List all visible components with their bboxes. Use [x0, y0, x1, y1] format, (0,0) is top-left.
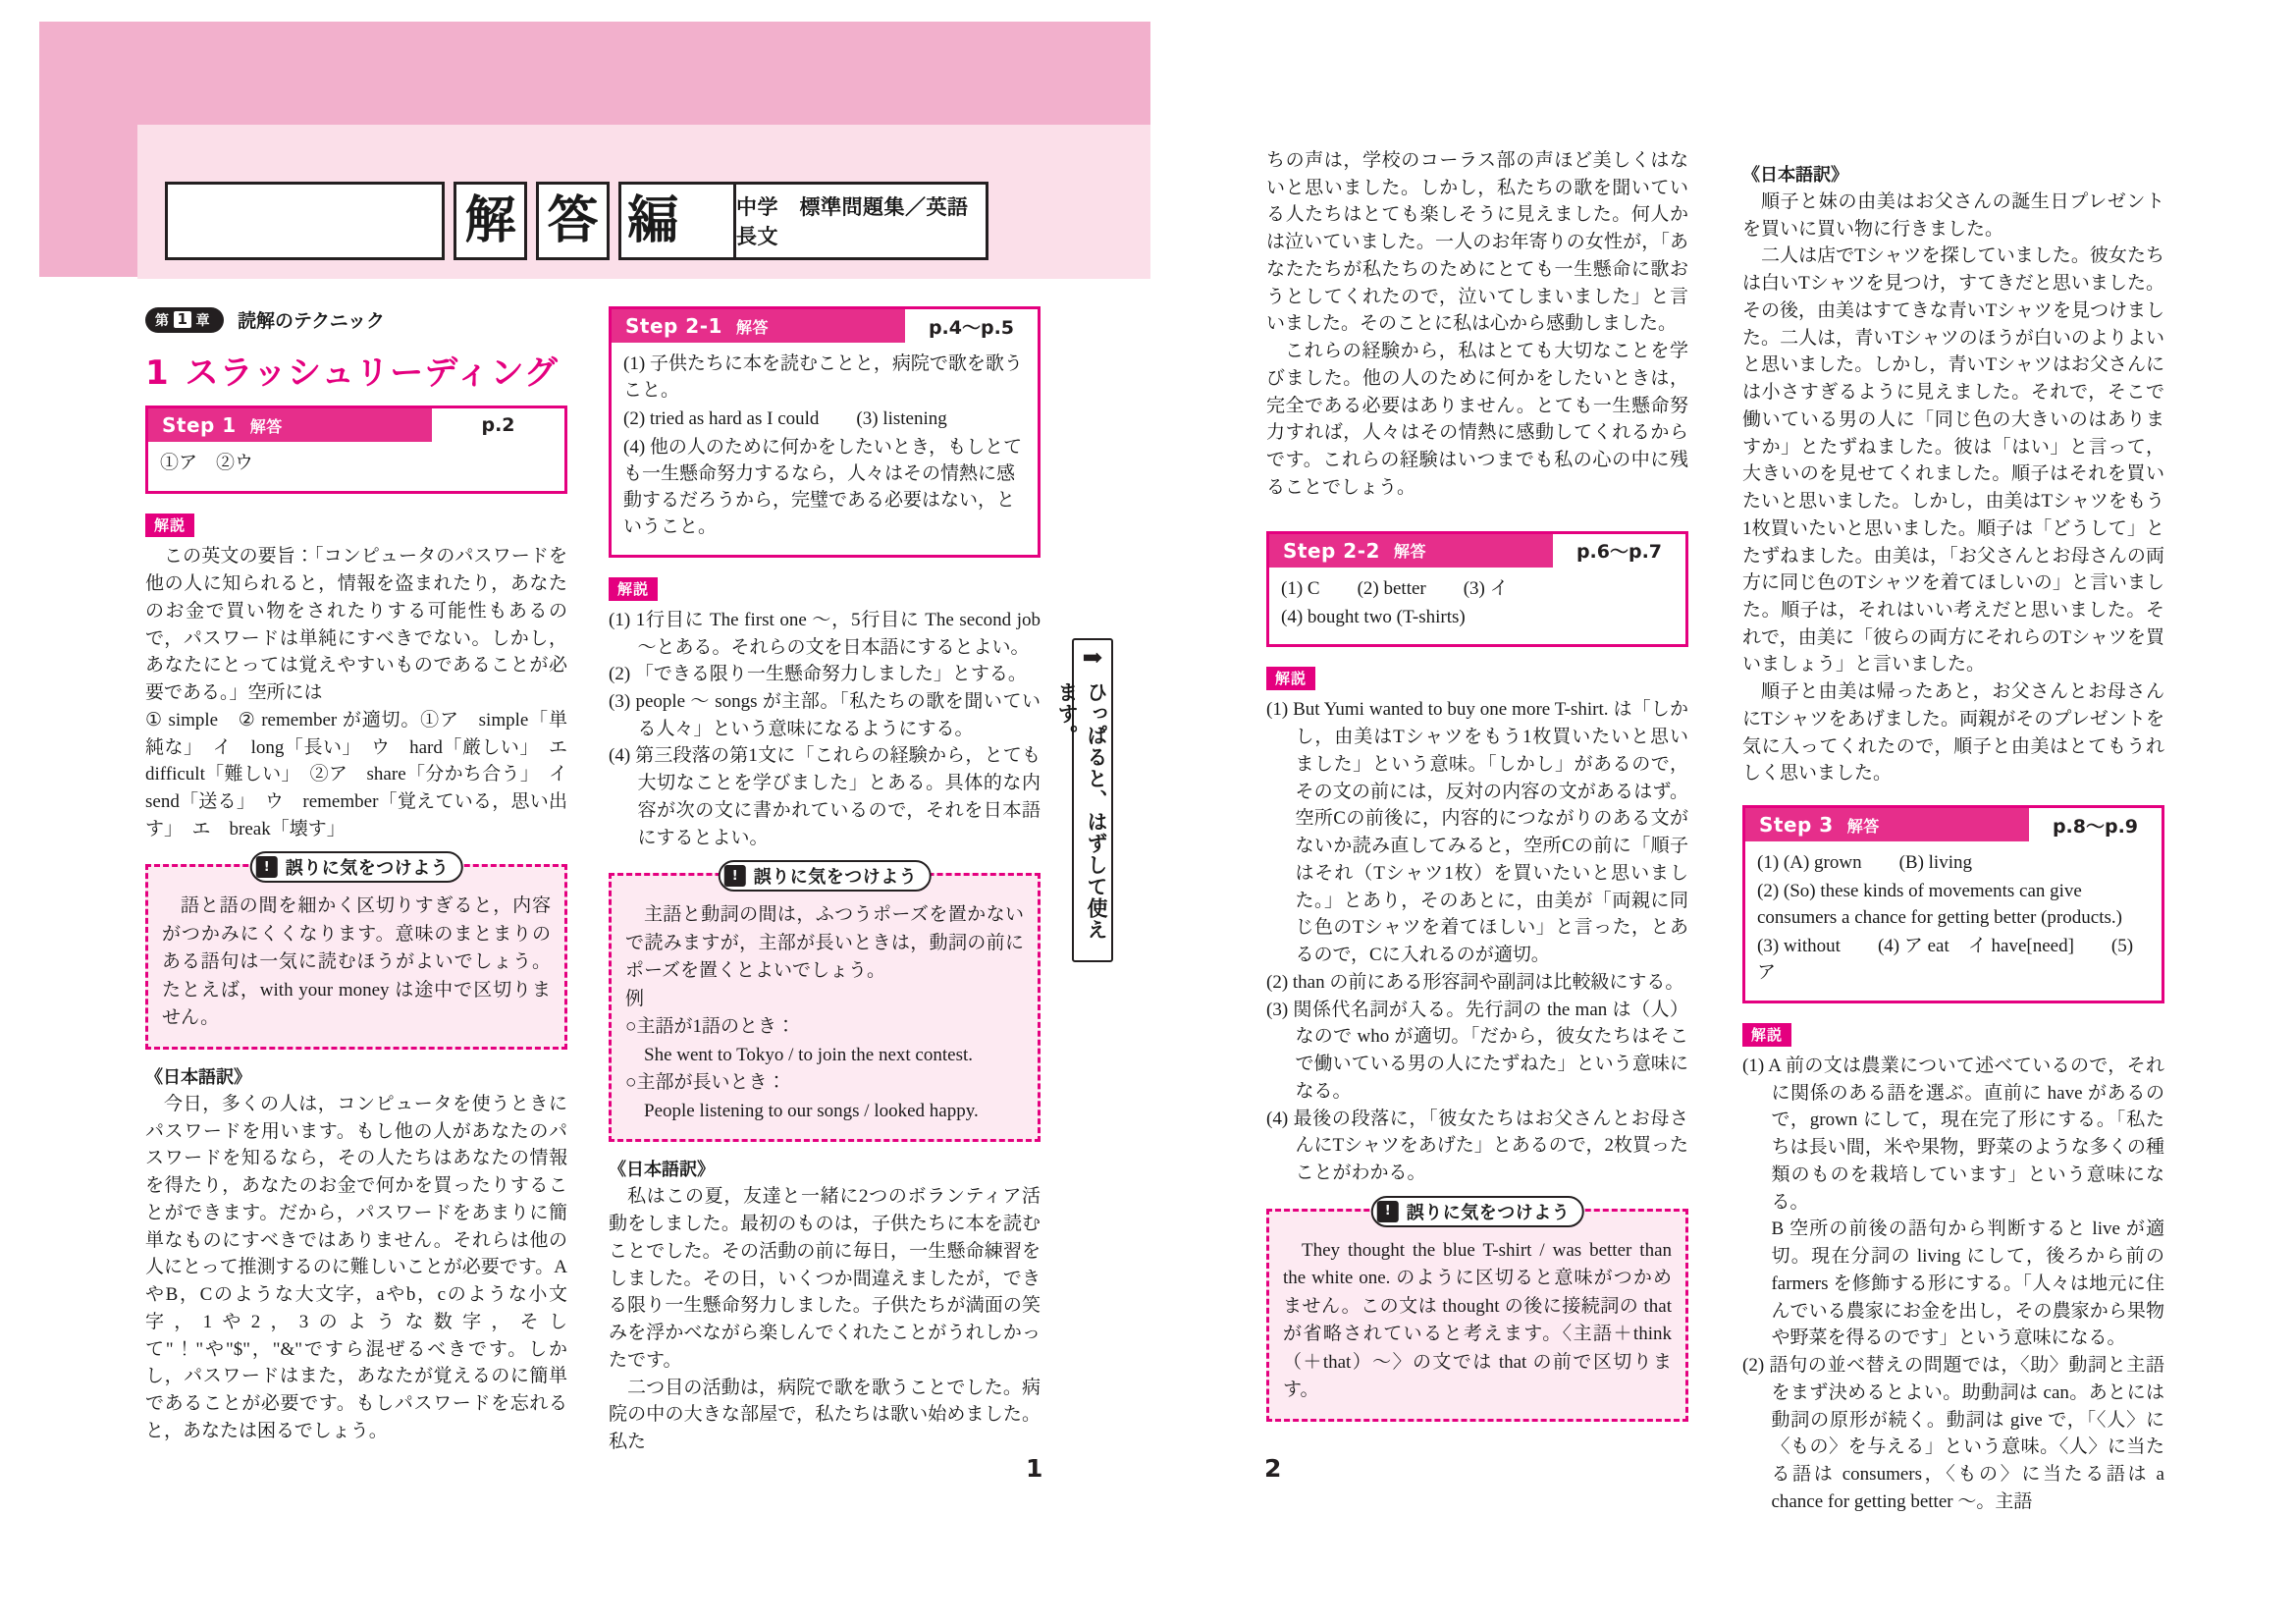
kaisetsu-body-col1	[145, 543, 587, 842]
kaisetsu-item: (4) 最後の段落に，「彼女たちはお父さんとお母さんにTシャツをあげた」とあるので，2枚買ったことがわかる。	[1266, 1108, 1688, 1183]
caution-box-col1	[145, 858, 567, 1050]
kaisetsu-paragraph: ① simple ② remember が適切。①ア simple「単純な」 イ long「長い」 ウ hard「厳しい」 エ difficult「難しい」 ②ア share「分かち合う」 イ send「送る」 ウ remember「覚えている，思い出す」 エ break「壊す」	[145, 709, 587, 839]
answer-box-step1	[145, 406, 567, 494]
caution-body	[625, 901, 1024, 1125]
jp-translation-heading: 《日本語訳》	[1742, 165, 1848, 186]
jp-translation-body-col1	[145, 1091, 567, 1445]
answer-line: (2) tried as hard as I could (3) listening	[623, 407, 947, 429]
column-4	[1742, 147, 2164, 1515]
answer-line: (3) without (4) ア eat イ have[need] (5) ア	[1757, 936, 2134, 984]
jp-paragraph: 私はこの夏，友達と一緒に2つのボランティア活動をしました。最初のものは，子供たちに本を読むことでした。その活動の前に毎日，一生懸命練習をしました。その日，いくつか間違えましたが，できる限り一生懸命努力しました。子供たちが満面の笑みを浮かべながら楽しんでくれたことがうれしかったです。	[609, 1186, 1041, 1371]
answer-box-step3	[1742, 805, 2164, 1003]
answer-box-body	[1745, 841, 2162, 1001]
chapter-pill-suffix: 章	[195, 312, 210, 329]
pull-tab-text: ひっぱると、はずして使えます。	[1055, 681, 1108, 941]
answer-box-step2-1	[609, 306, 1041, 558]
jp-paragraph: 順子と妹の由美はお父さんの誕生日プレゼントを買いに買い物に行きました。	[1742, 191, 2164, 240]
answer-label: 解答	[249, 416, 283, 436]
kaisetsu-item: (1) But Yumi wanted to buy one more T-shirt. は「しかし，由美はTシャツをもう1枚買いたいと思いました」という意味。「しかし」があるので，その文の前には，反対の内容の文があるはず。空所Cの前後に，内容的につながりのある文がないか読み直してみると，空所Cの前に「順子はそれ（Tシャツ1枚）を買いたいと思いました。」とあり，そのあとに，由美が「両親に同じ色のTシャツを着てほしい」と言った，とあるので，Cに入れるのが適切。	[1266, 699, 1688, 966]
chapter-heading	[145, 306, 567, 340]
step-name: Step 3	[1759, 813, 1834, 838]
caution-title: 誤りに気をつけよう	[753, 867, 918, 889]
answer-line: (1) C (2) better (3) イ	[1281, 577, 1509, 599]
caution-box-col2	[609, 867, 1041, 1142]
jp-paragraph: 二人は店でTシャツを探していました。彼女たちは白いTシャツを見つけ，すてきだと思いました。その後，由美はすてきな青いTシャツを見つけました。二人は，青いTシャツのほうが白いのよりよいと思いました。しかし，青いTシャツはお父さんには小さすぎるように見えました。それで，そこで働いている男の人に「同じ色の大きいのはありますか」とたずねました。彼は「はい」と言って，大きいのを見せてくれました。順子はそれを買いたいと思いました。しかし，由美はTシャツをもう1枚買いたいと思いました。順子は「どうして」とたずねました。由美は，「お父さんとお母さんの両方に同じ色のTシャツを着てほしいの」と言いました。順子は，それはいい考えだと思いました。それで，由美に「彼らの両方にそれらのTシャツを買いましょう」と言いました。	[1742, 245, 2164, 676]
kaisetsu-paragraph: この英文の要旨：「コンピュータのパスワードを他の人に知られると，情報を盗まれたり，あなたのお金で買い物をされたりする可能性もあるので，パスワードは単純にすべきでない。しかし，あなたにとっては覚えやすいものであることが必要である。」空所には	[145, 546, 567, 704]
step-label-group	[1269, 534, 1553, 568]
caution-body	[162, 893, 551, 1033]
caution-title: 誤りに気をつけよう	[1406, 1202, 1571, 1223]
answer-line: ①ア ②ウ	[160, 453, 254, 474]
title-char-1: 解	[454, 182, 527, 260]
kaisetsu-body-col4	[1742, 1053, 2164, 1515]
kaisetsu-body-col2	[609, 607, 1041, 852]
caution-paragraph: 語と語の間を細かく区切りすぎると，内容がつかみにくくなります。意味のまとまりのある語句は一気に読むほうがよいでしょう。たとえば，with your money は途中で区切りません。	[162, 895, 551, 1029]
column-2	[609, 306, 1041, 1456]
jp-translation-continued-col3	[1266, 147, 1688, 502]
folio-page-number-left: 1	[1026, 1454, 1043, 1483]
answer-label: 解答	[735, 317, 769, 337]
answer-box-header	[612, 309, 1038, 343]
jp-paragraph: ちの声は，学校のコーラス部の声ほど美しくはないと思いました。しかし，私たちの歌を聞いている人たちはとても楽しそうに見えました。何人かは泣いていました。一人のお年寄りの女性が，「あなたたちが私たちのためにとても一生懸命に歌おうとしてくれたので，泣いてしまいました」と言いました。そのことに私は心から感動しました。	[1266, 150, 1688, 335]
caution-example-head: ○主部が長いとき：	[625, 1072, 786, 1094]
caution-example-body: People listening to our songs / looked happy.	[644, 1100, 979, 1121]
kaisetsu-tag: 解説	[609, 577, 658, 601]
jp-paragraph: 二つ目の活動は，病院で歌を歌うことでした。病院の中の大きな部屋で，私たちは歌い始めました。私た	[609, 1377, 1041, 1452]
answer-box-header	[1745, 808, 2162, 841]
arrow-right-icon: ➡	[1082, 645, 1103, 672]
kaisetsu-item: (1) A 前の文は農業について述べているので，それに関係のある語を選ぶ。直前に have があるので，grown にして，現在完了形にする。「私たちは長い間，米や果物，野菜のような多くの種類のものを栽培しています」という意味になる。	[1742, 1056, 2164, 1213]
column-1	[145, 306, 587, 1444]
answer-label: 解答	[1393, 542, 1426, 562]
chapter-pill	[145, 307, 224, 333]
chapter-pill-number: 1	[174, 311, 192, 328]
step-name: Step 2-2	[1283, 538, 1380, 563]
step-page-range: p.6～p.7	[1553, 534, 1685, 568]
answer-box-header	[148, 408, 564, 442]
step-page-range: p.4～p.5	[905, 309, 1038, 343]
kaisetsu-item: (1) 1行目に The first one ～，5行目に The second job ～とある。それらの文を日本語にするとよい。	[609, 609, 1041, 658]
kaisetsu-item: (3) people ～ songs が主部。「私たちの歌を聞いている人々」という意味になるようにする。	[609, 690, 1041, 739]
caution-title: 誤りに気をつけよう	[285, 858, 450, 880]
page-subtitle: 中学 標準問題集／英語長文	[733, 182, 988, 260]
answer-box-body	[148, 442, 564, 491]
title-blank-box	[165, 182, 445, 260]
answer-box-body	[612, 343, 1038, 555]
caution-header	[719, 860, 932, 892]
jp-translation-body-col2	[609, 1183, 1041, 1455]
answer-line: (4) bought two (T-shirts)	[1281, 606, 1466, 627]
pull-tab[interactable]	[1055, 638, 1113, 962]
section-number: 1	[145, 353, 170, 393]
kaisetsu-item: (4) 第三段落の第1文に「これらの経験から，とても大切なことを学びました」とある。具体的な内容が次の文に書かれているので，それを日本語にするとよい。	[609, 745, 1041, 848]
kaisetsu-item: (2) 語句の並べ替えの問題では，〈助〉動詞と主語をまず決めるとよい。助動詞は can。あとには動詞の原形が続く。動詞は give で，「〈人〉に〈もの〉を与える」という意味。〈人〉に当たる語は consumers，〈もの〉に当たる語は a chance for getting better ～。主語	[1742, 1355, 2164, 1512]
caution-paragraph: 主語と動詞の間は，ふつうポーズを置かないで読みますが，主部が長いときは，動詞の前にポーズを置くとよいでしょう。	[625, 904, 1024, 982]
answer-line: (4) 他の人のために何かをしたいとき，もしとても一生懸命努力するなら，人々はその情熱に感動するだろうから，完璧である必要はない，ということ。	[623, 436, 1023, 537]
kaisetsu-tag: 解説	[1742, 1023, 1791, 1047]
caution-paragraph: They thought the blue T-shirt / was better than the white one. のように区切ると意味がつかめません。この文は thought の後に接続詞の that が省略されていると考えます。〈主語＋think（＋that）～〉の文では that の前で区切ります。	[1283, 1239, 1672, 1401]
jp-translation-heading: 《日本語訳》	[609, 1160, 715, 1181]
answer-line: (2) (So) these kinds of movements can give consumers a chance for getting better (products.)	[1757, 881, 2122, 929]
step-name: Step 1	[162, 413, 237, 438]
column-3	[1266, 147, 1688, 1435]
answer-label: 解答	[1846, 816, 1880, 836]
warning-icon: !	[724, 865, 746, 887]
step-page-range: p.2	[432, 408, 564, 442]
step-label-group	[1745, 808, 2029, 841]
step-label-group	[612, 309, 905, 343]
kaisetsu-item: (3) 関係代名詞が入る。先行詞の the man は（人）なので who が適切。「だから，彼女たちはそこで働いている男の人にたずねた」という意味になる。	[1266, 999, 1688, 1102]
step-label-group	[148, 408, 432, 442]
jp-translation-body-col4	[1742, 189, 2164, 787]
chapter-dotted-rule	[145, 339, 567, 342]
answer-box-body	[1269, 568, 1685, 645]
caution-example-body: She went to Tokyo / to join the next contest.	[644, 1044, 974, 1065]
chapter-name: 読解のテクニック	[237, 310, 386, 332]
section-heading	[145, 355, 567, 392]
caution-example-head: ○主語が1語のとき：	[625, 1016, 795, 1038]
kaisetsu-body-col3	[1266, 696, 1688, 1186]
answer-box-header	[1269, 534, 1685, 568]
caution-header	[250, 851, 463, 883]
caution-body	[1283, 1237, 1672, 1405]
folio-page-number-right: 2	[1264, 1454, 1282, 1483]
step-name: Step 2-1	[625, 314, 722, 338]
chapter-pill-prefix: 第	[155, 312, 170, 329]
caution-header	[1371, 1196, 1584, 1227]
caution-box-col3	[1266, 1202, 1688, 1422]
title-char-3: 編	[618, 182, 836, 260]
kaisetsu-tag: 解説	[145, 514, 194, 537]
kaisetsu-item: (2) 「できる限り一生懸命努力しました」とする。	[609, 664, 1027, 685]
jp-translation-heading: 《日本語訳》	[145, 1066, 251, 1088]
warning-icon: !	[256, 856, 278, 878]
jp-paragraph: 今日，多くの人は，コンピュータを使うときにパスワードを用います。もし他の人があなたのパスワードを知るなら，その人たちはあなたの情報を得たり，あなたのお金で何かを買ったりすることができます。だから，パスワードをあまりに簡単なものにすべきではありません。それらは他の人にとって推測するのに難しいことが必要です。AやB，Cのような大文字，aやb，cのような小文字，1や2，3のような数字，そして"！"や"$"，"&"ですら混ぜるべきです。しかし，パスワードはまた，あなたが覚えるのに簡単であることが必要です。もしパスワードを忘れると，あなたは困るでしょう。	[145, 1093, 567, 1441]
answer-line: (1) (A) grown (B) living	[1757, 852, 1972, 874]
jp-paragraph: これらの経験から，私はとても大切なことを学びました。他の人のために何かをしたいときは，完全である必要はありません。とても一生懸命努力すれば，人々はその情熱に感動してくれるからです。これらの経験はいつまでも私の心の中に残ることでしょう。	[1266, 341, 1688, 498]
step-page-range: p.8～p.9	[2029, 808, 2162, 841]
kaisetsu-tag: 解説	[1266, 667, 1315, 690]
answer-line: (1) 子供たちに本を読むことと，病院で歌を歌うこと。	[623, 353, 1023, 401]
answer-box-step2-2	[1266, 531, 1688, 648]
caution-example-label: 例	[625, 988, 645, 1009]
jp-paragraph: 順子と由美は帰ったあと，お父さんとお母さんにTシャツをあげました。両親がそのプレゼントを気に入ってくれたので，順子と由美はとてもうれしく思いました。	[1742, 681, 2164, 785]
kaisetsu-item: (2) than の前にある形容詞や副詞は比較級にする。	[1266, 971, 1684, 993]
warning-icon: !	[1377, 1201, 1399, 1222]
section-title-text: スラッシュリーディング	[185, 353, 559, 393]
kaisetsu-item: B 空所の前後の語句から判断すると live が適切。現在分詞の living にして，後ろから前の farmers を修飾する形にする。「人々は地元に住んでいる農家にお金を出し，その農家から果物や野菜を得るのです」という意味になる。	[1771, 1218, 2164, 1349]
title-char-2: 答	[536, 182, 610, 260]
